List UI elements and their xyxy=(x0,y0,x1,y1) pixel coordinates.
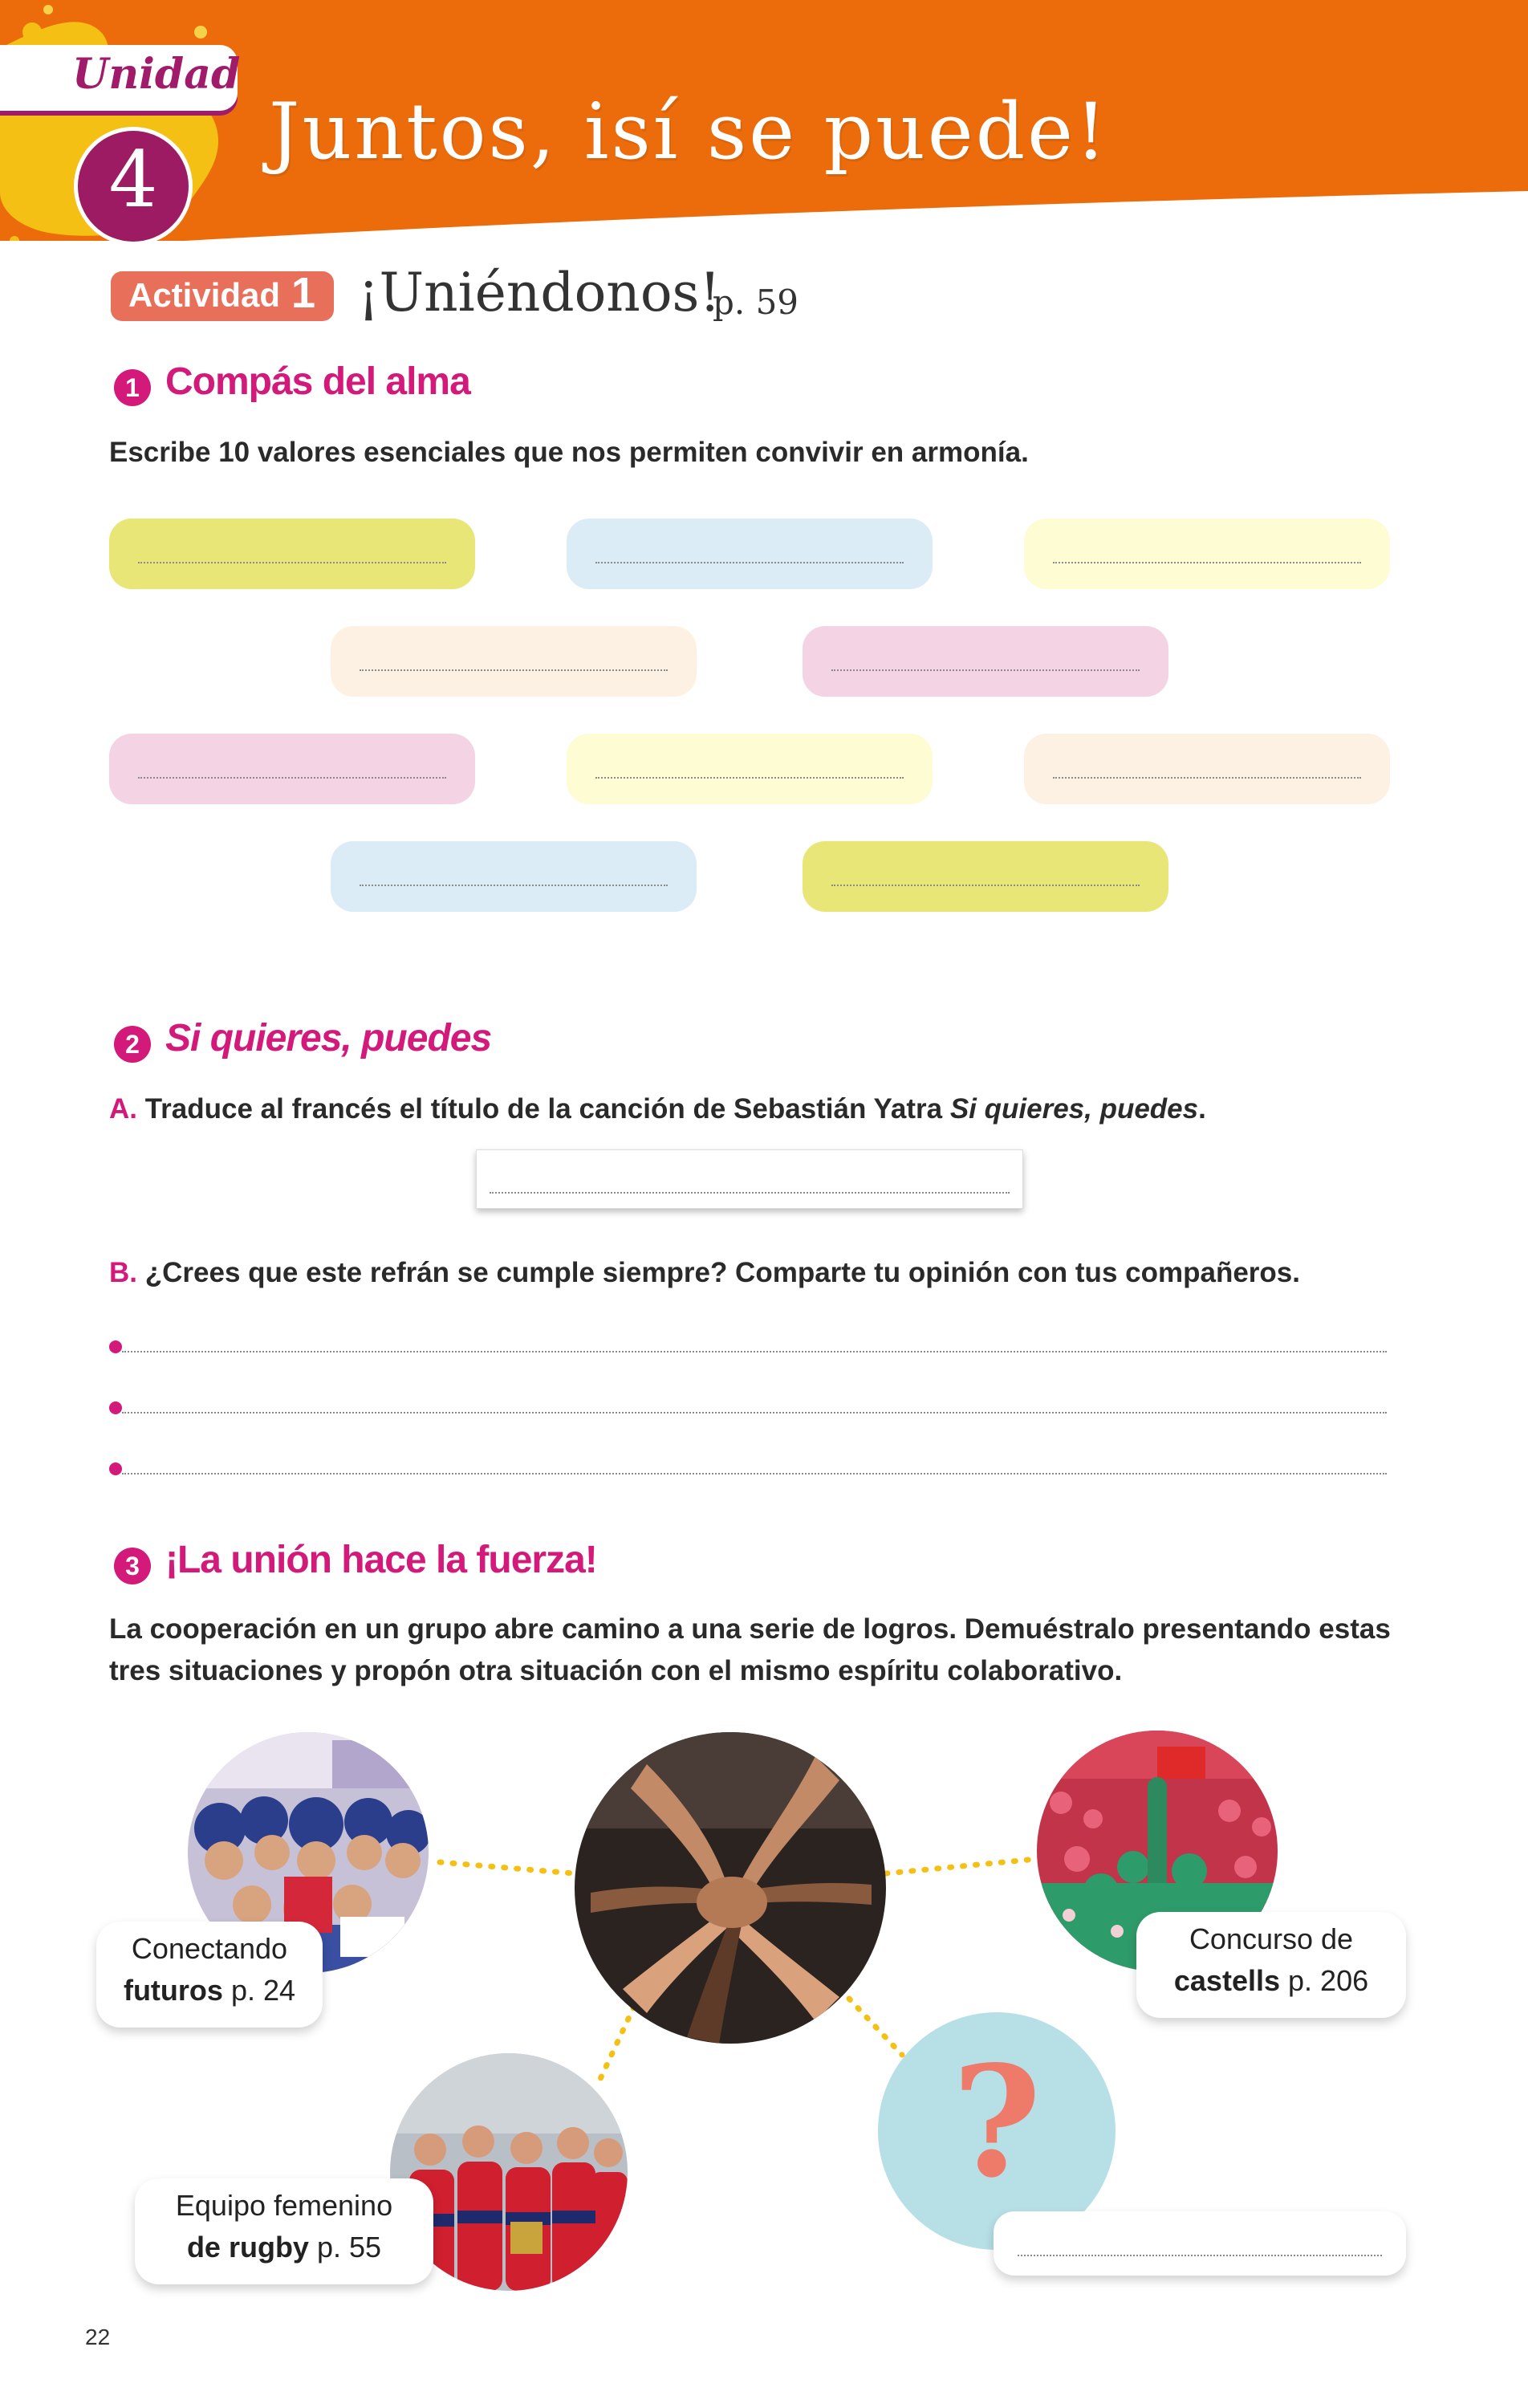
activity-title: ¡Uniéndonos! xyxy=(358,262,721,323)
photo-hands-together xyxy=(575,1732,886,2044)
activity-page-ref: p. 59 xyxy=(713,283,799,322)
section-3-title: ¡La unión hace la fuerza! xyxy=(165,1539,597,1581)
section-2a-letter: A. xyxy=(109,1093,137,1125)
section-2a-text: Traduce al francés el título de la canción de Sebastián Yatra xyxy=(144,1093,943,1125)
card-equipo-rugby xyxy=(135,2178,433,2284)
card-futuros-bold: futuros xyxy=(123,1974,223,2007)
card-castells-page: p. 206 xyxy=(1288,1964,1369,1997)
card-rugby-line1: Equipo femenino xyxy=(175,2189,393,2222)
card-rugby-line2 xyxy=(135,2227,433,2268)
card-concurso-castells xyxy=(1136,1912,1406,2018)
card-rugby-bold: de rugby xyxy=(186,2231,309,2264)
section-2b-text: ¿Crees que este refrán se cumple siempre? Comparte tu opinión con tus compañeros. xyxy=(144,1257,1300,1288)
card-castells-bold: castells xyxy=(1173,1964,1280,1997)
song-title: Si quieres, puedes xyxy=(949,1093,1199,1125)
question-mark-icon: ? xyxy=(952,2032,1042,2211)
section-1-instruction: Escribe 10 valores esenciales que nos permiten convivir en armonía. xyxy=(109,437,1029,468)
card-futuros-line2 xyxy=(96,1970,323,2011)
unit-label: Unidad xyxy=(72,50,241,99)
section-2-number: 2 xyxy=(114,1026,151,1063)
new-situation-input[interactable] xyxy=(994,2211,1406,2276)
section-3-number: 3 xyxy=(114,1548,151,1584)
section-3-instruction-line-1: La cooperación en un grupo abre camino a una serie de logros. Demuéstralo presentando estas xyxy=(109,1613,1391,1645)
section-2b-letter: B. xyxy=(109,1257,137,1288)
section-3-instruction-line-2: tres situaciones y propón otra situación con el mismo espíritu colaborativo. xyxy=(109,1655,1123,1686)
page-title: Juntos, isí se puede! xyxy=(269,87,1109,177)
card-conectando-futuros xyxy=(96,1922,323,2028)
card-futuros-line1: Conectando xyxy=(131,1932,288,1965)
card-castells-line1: Concurso de xyxy=(1189,1922,1354,1955)
page-number: 22 xyxy=(85,2325,111,2349)
section-1-number: 1 xyxy=(114,369,151,406)
activity-number: 1 xyxy=(291,269,316,317)
section-2a-end: . xyxy=(1198,1093,1206,1125)
card-rugby-page: p. 55 xyxy=(316,2231,382,2264)
card-futuros-page: p. 24 xyxy=(230,1974,296,2007)
section-2-title: Si quieres, puedes xyxy=(165,1017,492,1060)
activity-label: Actividad xyxy=(128,276,281,314)
card-castells-line2 xyxy=(1136,1960,1406,2002)
unit-number: 4 xyxy=(108,135,158,225)
section-1-title: Compás del alma xyxy=(165,360,470,403)
